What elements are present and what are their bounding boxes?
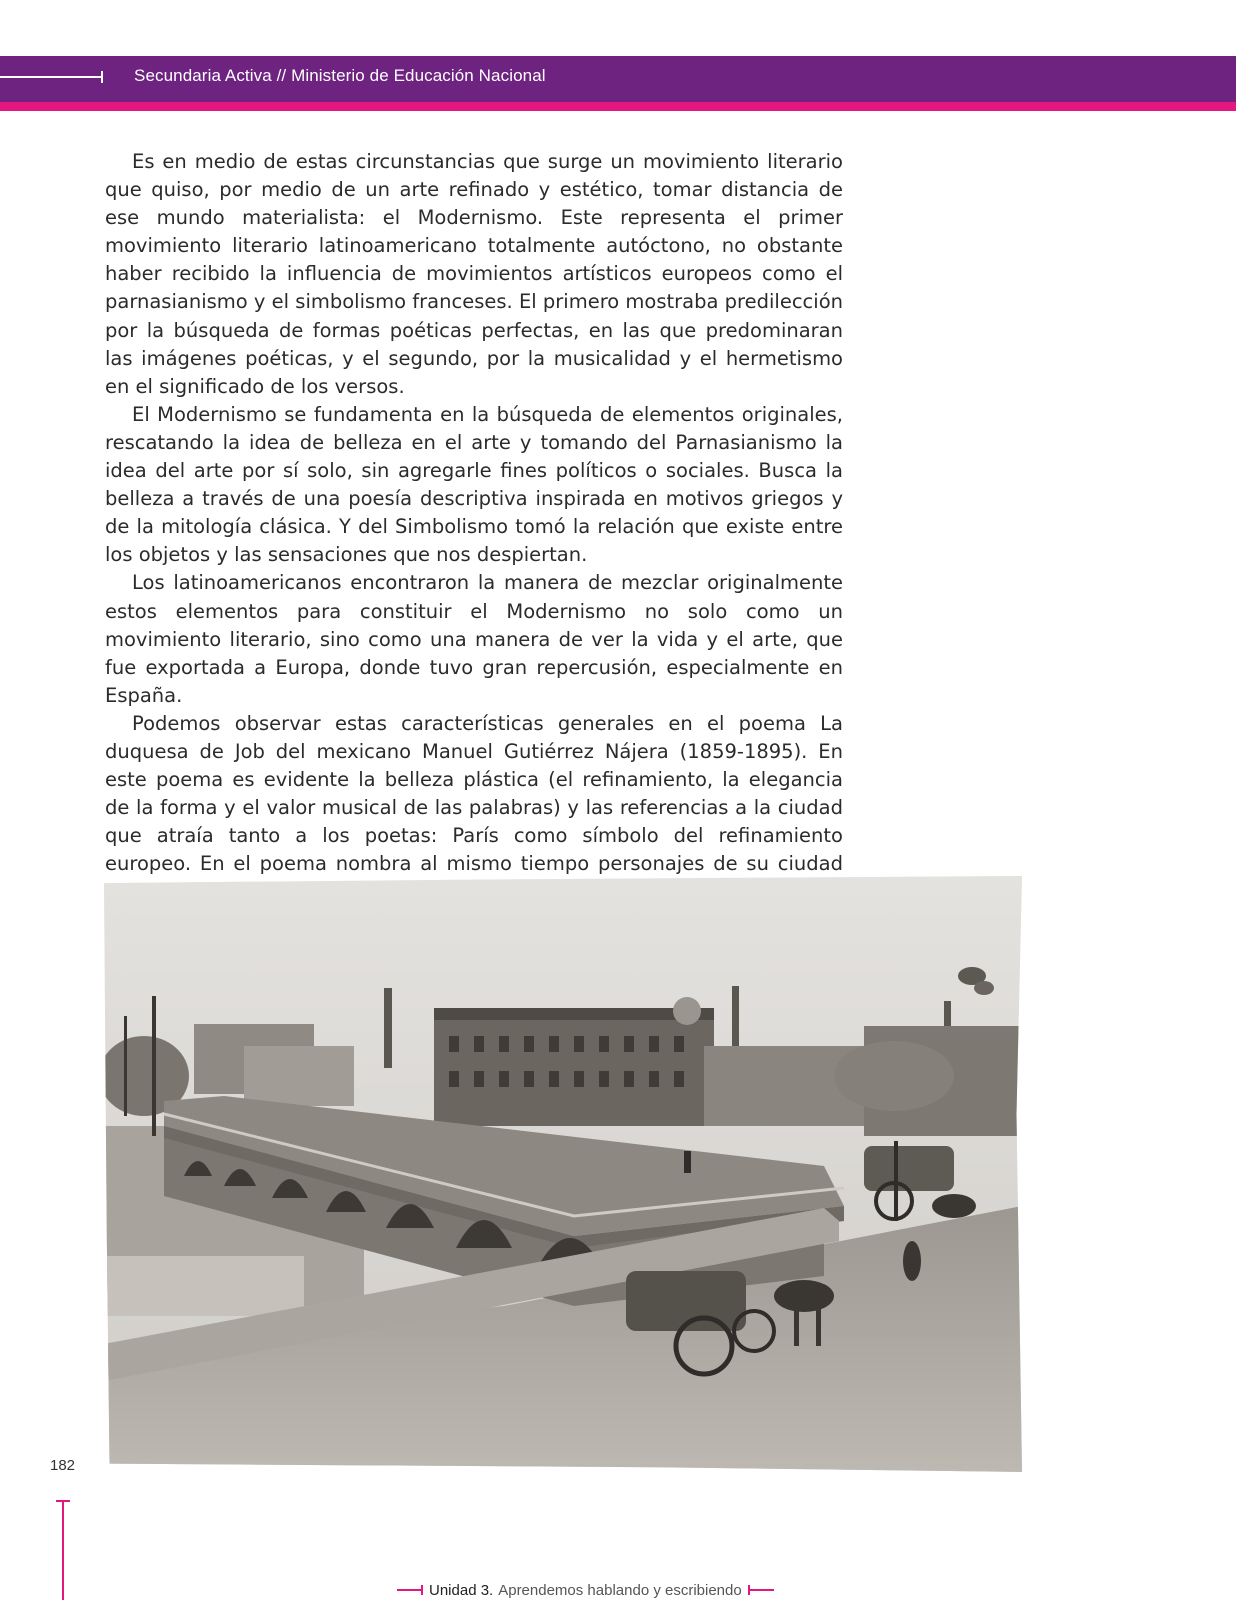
footer: [397, 1580, 774, 1600]
footer-unit-label: Unidad 3.: [429, 1581, 494, 1599]
page-number: 182: [50, 1457, 76, 1474]
header-accent-stripe: [0, 102, 1236, 111]
paragraph: El Modernismo se fundamenta en la búsqueda de elementos originales, rescatando la idea de belleza en el arte y tomando del Parnasianismo la idea del arte por sí solo, sin agregarle fines políticos o sociales. Busca la belleza a través de una poesía descriptiva inspirada en motivos griegos y de la mitología clásica. Y del Simbolismo tomó la relación que existe entre los objetos y las sensaciones que nos despiertan.: [105, 402, 843, 567]
page-margin-rule: [62, 1500, 64, 1600]
paragraph: Los latinoamericanos encontraron la manera de mezclar originalmente estos elementos para constituir el Modernismo no solo como un movimiento literario, sino como una manera de ver la vida y el arte, que fue exportada a Europa, donde tuvo gran repercusión, especialmente en España.: [105, 571, 843, 707]
footer-rule-right: [750, 1589, 774, 1591]
header-rule: [0, 76, 102, 78]
body-text: [105, 148, 843, 935]
paragraph: Es en medio de estas circunstancias que surge un movimiento literario que quiso, por medio de un arte refinado y estético, tomar distancia de ese mundo materialista: el Modernismo. Este representa el primer movimiento literario latinoamericano totalmente autóctono, no obstante haber recibido la influencia de movimientos artísticos europeos como el parnasianismo y el simbolismo franceses. El primero mostraba predilección por la búsqueda de formas poéticas perfectas, en las que predominaran las imágenes poéticas, y el segundo, por la musicalidad y el hermetismo en el significado de los versos.: [105, 150, 843, 398]
paragraph: Podemos observar estas características generales en el poema La duquesa de Job del mexicano Manuel Gutiérrez Nájera (1859-1895). En este poema es evidente la belleza plástica (el refinamiento, la elegancia de la forma y el valor musical de las palabras) y las referencias a la ciudad que atraía tanto a los poetas: París como símbolo del refinamiento europeo. En el poema nombra al mismo tiempo personajes de su ciudad: [105, 711, 843, 876]
header-title: Secundaria Activa // Ministerio de Educación Nacional: [134, 66, 546, 85]
historic-bridge-photo: [104, 876, 1022, 1472]
page-margin-rule-tick: [56, 1500, 70, 1502]
footer-rule-cap: [421, 1585, 423, 1595]
footer-rule-left: [397, 1589, 421, 1591]
header-rule-tick: [101, 71, 103, 83]
footer-unit-title: Aprendemos hablando y escribiendo: [498, 1581, 742, 1599]
